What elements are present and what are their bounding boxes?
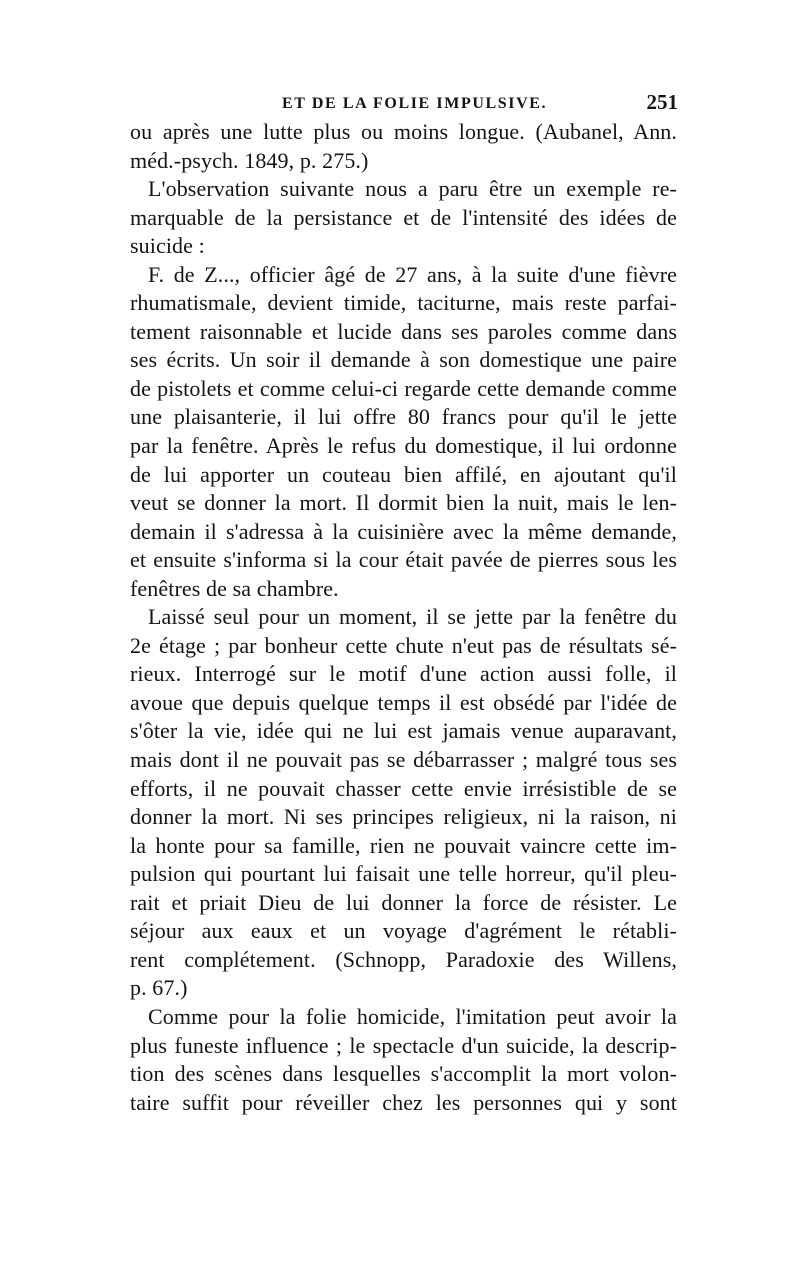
text-line: pulsion qui pourtant lui faisait une telle horreur, qu'il pleu- (130, 861, 677, 887)
text-line: de lui apporter un couteau bien affilé, en ajoutant qu'il (130, 461, 677, 487)
text-line: par la fenêtre. Après le refus du domestique, il lui ordonne (130, 433, 677, 459)
text-line: donner la mort. Ni ses principes religieux, ni la raison, ni (130, 804, 677, 830)
text-line: s'ôter la vie, idée qui ne lui est jamais venue auparavant, (130, 718, 677, 744)
text-line: F. de Z..., officier âgé de 27 ans, à la suite d'une fièvre (148, 261, 677, 287)
text-line: Comme pour la folie homicide, l'imitation peut avoir la (148, 1003, 677, 1029)
text-line: rent complétement. (Schnopp, Paradoxie des Willens, (130, 946, 677, 972)
text-line: fenêtres de sa chambre. (130, 575, 339, 601)
text-line: taire suffit pour réveiller chez les personnes qui y sont (130, 1089, 677, 1115)
text-line: avoue que depuis quelque temps il est obsédé par l'idée de (130, 689, 677, 715)
page-number: 251 (646, 90, 678, 114)
text-line: Laissé seul pour un moment, il se jette par la fenêtre du (148, 604, 677, 630)
text-line: tion des scènes dans lesquelles s'accomplit la mort volon- (130, 1061, 677, 1087)
text-line: séjour aux eaux et un voyage d'agrément le rétabli- (130, 918, 677, 944)
text-line: rieux. Interrogé sur le motif d'une action aussi folle, il (130, 661, 677, 687)
text-line: méd.-psych. 1849, p. 275.) (130, 147, 369, 173)
running-head (130, 92, 680, 116)
text-line: rhumatismale, devient timide, taciturne, mais reste parfai- (130, 290, 677, 316)
text-line: L'observation suivante nous a paru être un exemple re- (148, 176, 677, 202)
text-line: veut se donner la mort. Il dormit bien la nuit, mais le len- (130, 490, 677, 516)
running-title: ET DE LA FOLIE IMPULSIVE. (282, 95, 548, 112)
body-text (130, 118, 677, 1117)
text-line: p. 67.) (130, 975, 188, 1001)
text-line: ses écrits. Un soir il demande à son domestique une paire (130, 347, 677, 373)
text-line: rait et priait Dieu de lui donner la force de résister. Le (130, 889, 677, 915)
text-line: ou après une lutte plus ou moins longue. (Aubanel, Ann. (130, 119, 677, 144)
text-line: tement raisonnable et lucide dans ses paroles comme dans (130, 318, 677, 344)
text-line: efforts, il ne pouvait chasser cette envie irrésistible de se (130, 775, 677, 801)
text-line: 2e étage ; par bonheur cette chute n'eut pas de résultats sé- (130, 632, 677, 658)
text-line: mais dont il ne pouvait pas se débarrasser ; malgré tous ses (130, 747, 677, 773)
text-line: suicide : (130, 233, 205, 259)
text-line: une plaisanterie, il lui offre 80 francs pour qu'il le jette (130, 404, 677, 430)
text-line: demain il s'adressa à la cuisinière avec la même demande, (130, 518, 677, 544)
text-line: la honte pour sa famille, rien ne pouvait vaincre cette im- (130, 832, 677, 858)
text-line: et ensuite s'informa si la cour était pavée de pierres sous les (130, 547, 677, 573)
text-line: de pistolets et comme celui-ci regarde cette demande comme (130, 375, 677, 401)
text-line: marquable de la persistance et de l'intensité des idées de (130, 204, 677, 230)
text-line: plus funeste influence ; le spectacle d'un suicide, la descrip- (130, 1032, 677, 1058)
